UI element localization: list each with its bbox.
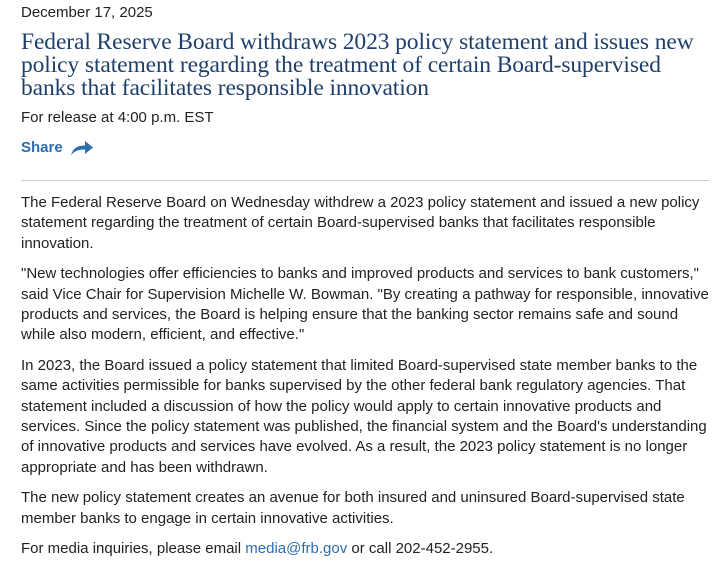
media-email-link[interactable]: media@frb.gov <box>245 540 348 558</box>
paragraph-3: In 2023, the Board issued a policy statement that limited Board-supervised state member banks to the same activities permissible for banks supervised by the other federal bank regulatory agencies. That statement included a discussion of how the policy would apply to certain innovative products and services. Since the policy statement was published, the financial system and the Board's understanding of innovative products and services have evolved. As a result, the 2023 policy statement is no longer appropriate and has been withdrawn. <box>21 356 707 476</box>
paragraph-1: The Federal Reserve Board on Wednesday withdrew a 2023 policy statement and issued a new policy statement regarding the treatment of certain Board-supervised banks that facilitates responsible innovation. <box>21 194 700 252</box>
release-date: December 17, 2025 <box>21 4 153 21</box>
paragraph-4: The new policy statement creates an avenue for both insured and uninsured Board-supervised state member banks to engage in certain innovative activities. <box>21 489 685 527</box>
media-suffix: or call 202-452-2955. <box>347 540 494 558</box>
share-label: Share <box>21 139 63 156</box>
section-divider <box>21 180 710 181</box>
paragraph-2: "New technologies offer efficiencies to banks and improved products and services to bank customers," said Vice Chair for Supervision Michelle W. Bowman. "By creating a pathway for responsible, innovative products and services, the Board is helping ensure that the banking sector remains safe and sound while also modern, efficient, and effective." <box>21 265 709 344</box>
share-button[interactable] <box>21 139 95 157</box>
page-title: Federal Reserve Board withdraws 2023 policy statement and issues new policy statement regarding the treatment of certain Board-supervised banks that facilitates responsible innovation <box>21 29 694 101</box>
article-body <box>21 193 711 570</box>
media-inquiries <box>21 539 711 559</box>
release-time: For release at 4:00 p.m. EST <box>21 109 214 126</box>
media-prefix: For media inquiries, please email <box>21 540 246 558</box>
share-arrow-icon <box>69 139 95 157</box>
